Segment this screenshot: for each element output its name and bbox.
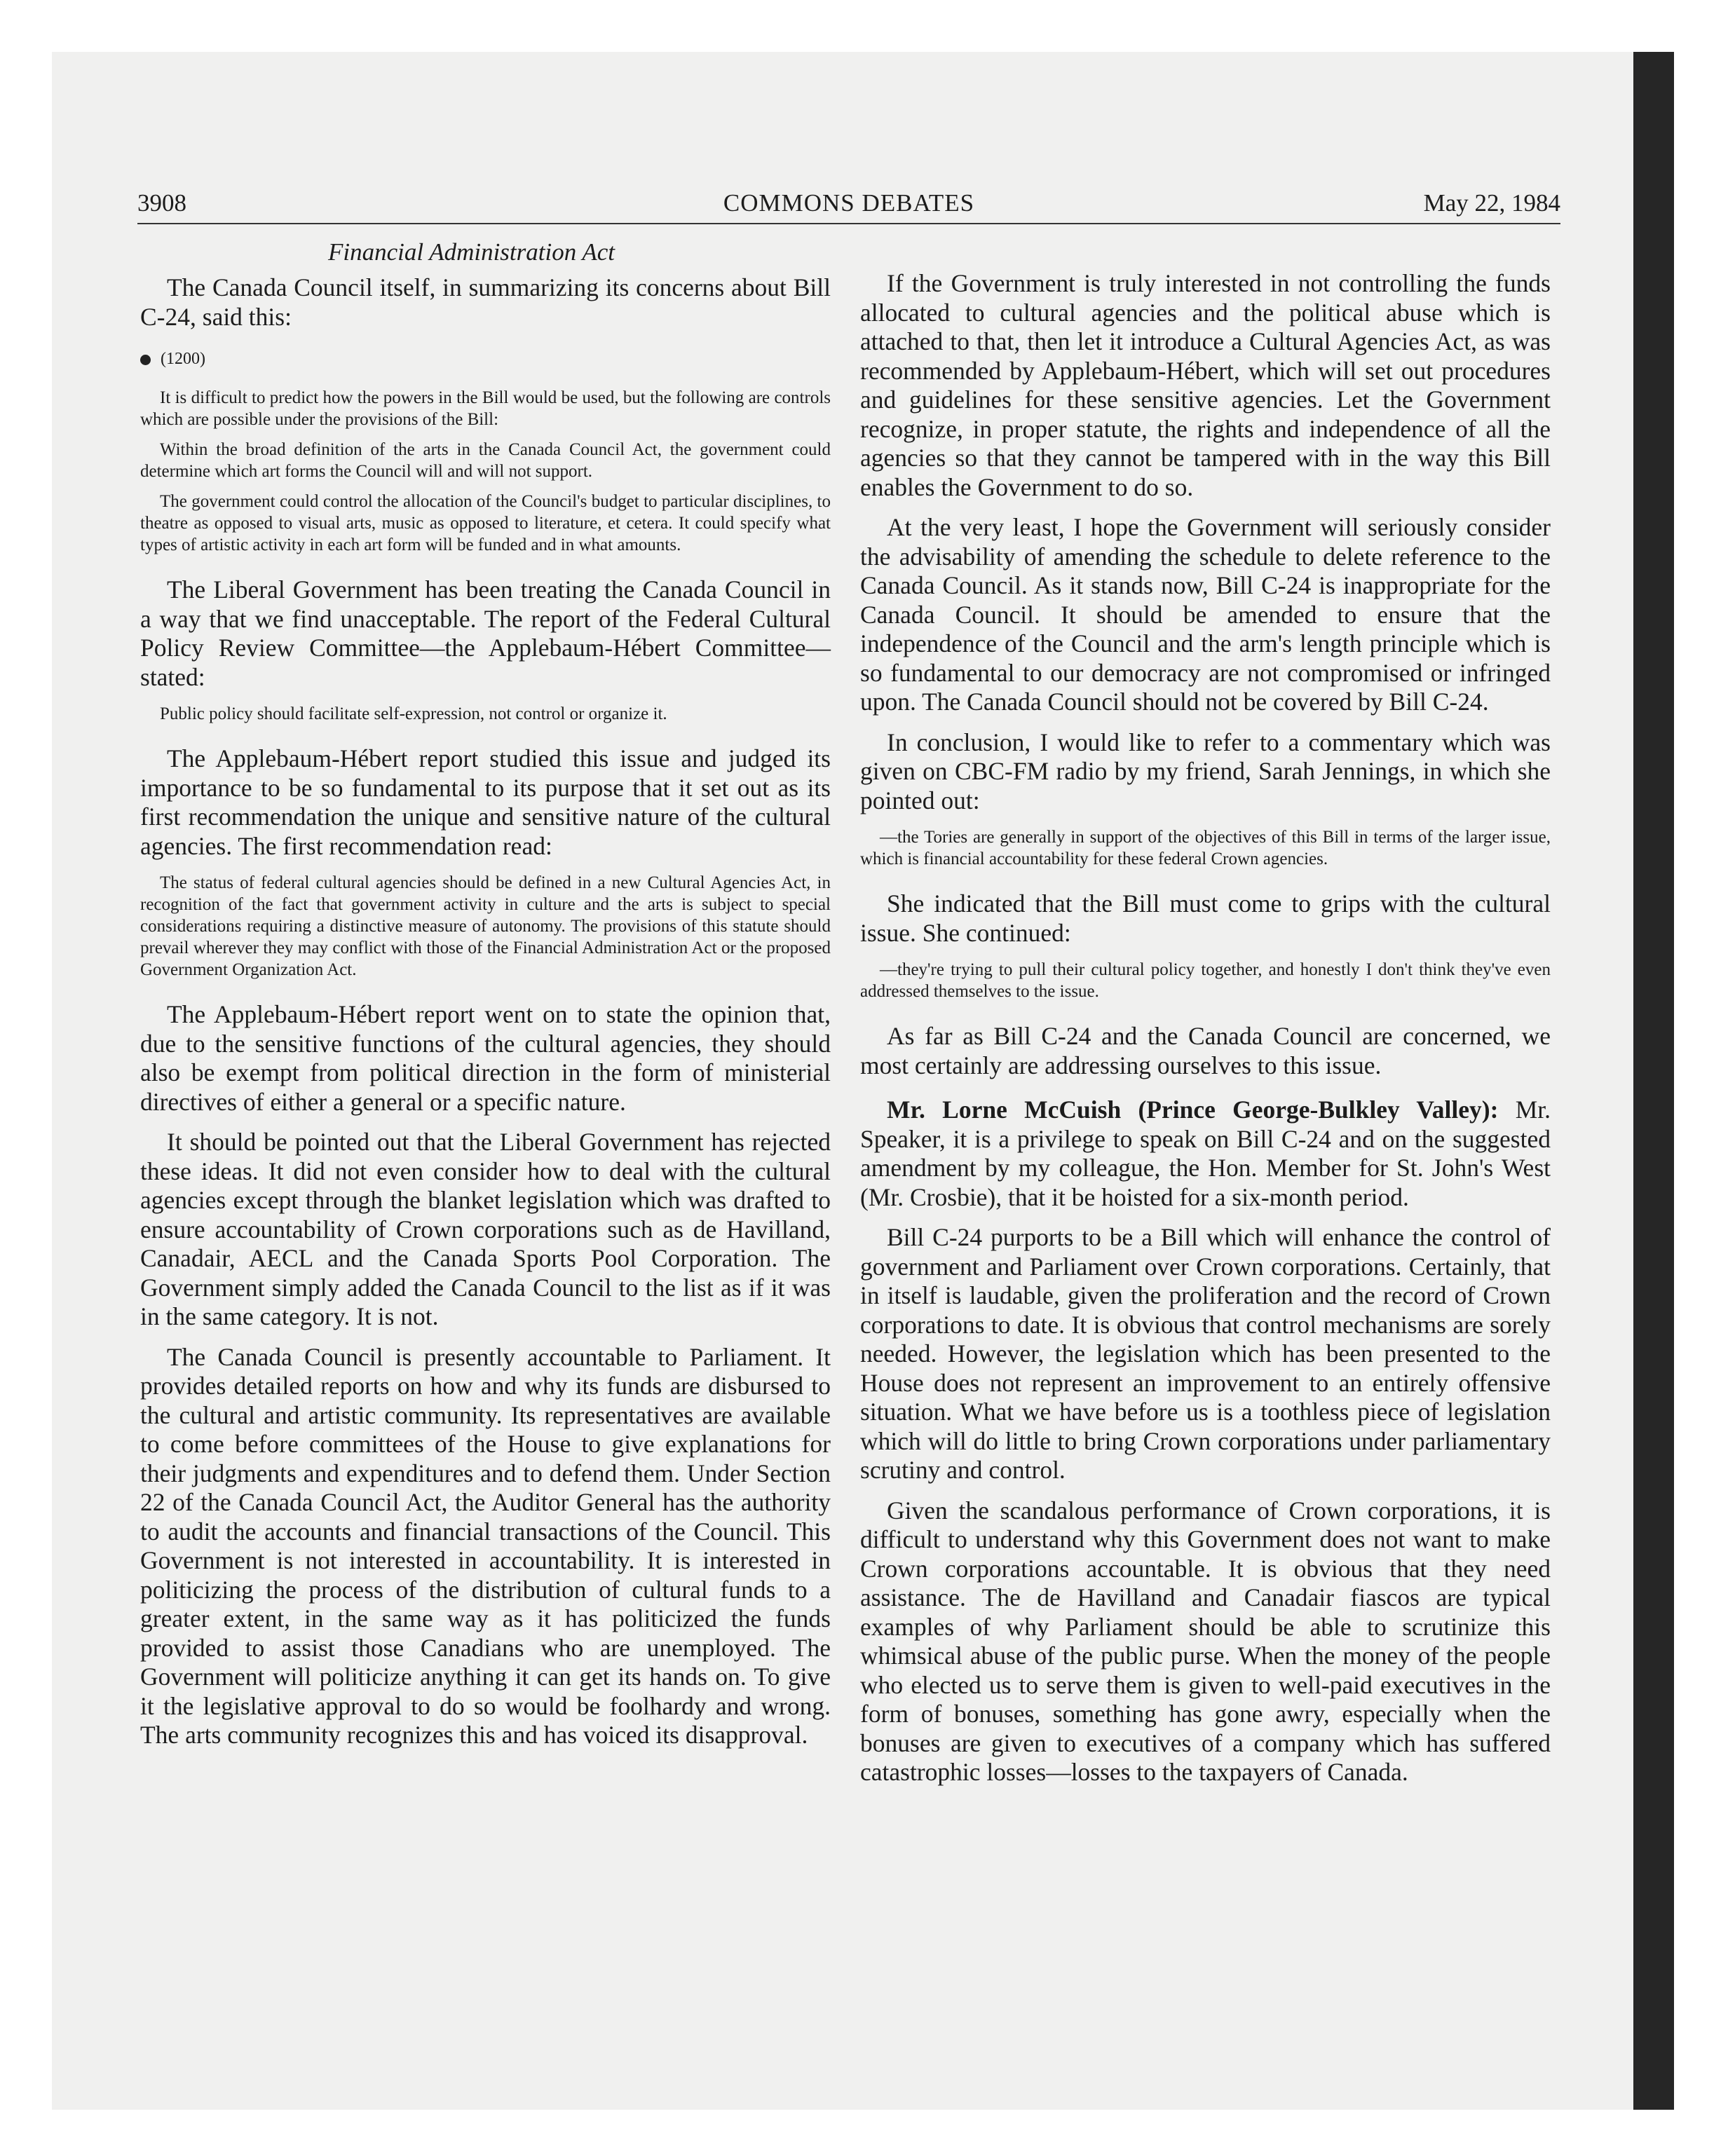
speaker-text: Mr. Speaker, it is a privilege to speak on Bill C-24 and on the suggested amendment by my colleague, the Hon. Member for St. John's West (Mr. Crosbie), that it be hoisted for a six-month period. xyxy=(860,1096,1551,1211)
block-quote: It is difficult to predict how the powers in the Bill would be used, but the following are controls which are possible under the provisions of the Bill: xyxy=(140,388,831,429)
block-quote: —they're trying to pull their cultural policy together, and honestly I don't think they've even addressed themselves to the issue. xyxy=(860,960,1551,1001)
paragraph: If the Government is truly interested in not controlling the funds allocated to cultural agencies and the political abuse which is attached to that, then let it introduce a Cultural Agencies Act, as was recommended by Applebaum-Hébert, which will set out procedures and guidelines for these sensitive agencies. Let the Government recognize, in proper statute, the rights and independence of all the agencies so that they cannot be tampered with in the way this Bill enables the Government to do so. xyxy=(860,269,1551,501)
block-quote: The status of federal cultural agencies should be defined in a new Cultural Agencies Act, in recognition of the fact that government activity in culture and the arts is subject to special considerations requiring a distinctive measure of autonomy. The provisions of this statute should prevail wherever they may conflict with those of the Financial Administration Act or the proposed Government Organization Act. xyxy=(140,873,831,979)
paragraph: It should be pointed out that the Liberal Government has rejected these ideas. It did not even consider how to deal with the cultural agencies except through the blanket legislation which was drafted to ensure accountability of Crown corporations such as de Havilland, Canadair, AECL and the Canada Sports Pool Corporation. The Government simply added the Canada Council to the list as if it was in the same category. It is not. xyxy=(140,1128,831,1330)
bullet-icon xyxy=(140,355,151,365)
page-number: 3908 xyxy=(137,189,186,217)
paragraph: As far as Bill C-24 and the Canada Council are concerned, we most certainly are addressing ourselves to this issue. xyxy=(860,1022,1551,1079)
left-column xyxy=(140,238,831,1761)
paragraph: Given the scandalous performance of Crown corporations, it is difficult to understand why this Government does not want to make Crown corporations accountable. It is obvious that they need assistance. The de Havilland and Canadair fiascos are typical examples of why Parliament should be able to scrutinize this whimsical abuse of the public purse. When the money of the people who elected us to serve them is given to well-paid executives in the form of bonuses, something has gone awry, especially when the bonuses are given to executives of a company which has suffered catastrophic losses—losses to the taxpayers of Canada. xyxy=(860,1496,1551,1786)
time-marker xyxy=(140,350,831,369)
speaker-name: Mr. Lorne McCuish (Prince George-Bulkley Valley): xyxy=(887,1096,1499,1124)
page-date: May 22, 1984 xyxy=(1423,189,1560,217)
speaker-paragraph xyxy=(860,1096,1551,1212)
paragraph: The Canada Council itself, in summarizing its concerns about Bill C-24, said this: xyxy=(140,273,831,331)
page-header xyxy=(137,181,1560,224)
paragraph: In conclusion, I would like to refer to a commentary which was given on CBC-FM radio by my friend, Sarah Jennings, in which she pointed out: xyxy=(860,728,1551,814)
paragraph: The Applebaum-Hébert report went on to state the opinion that, due to the sensitive functions of the cultural agencies, they should also be exempt from political direction in the form of ministerial directives of either a general or a specific nature. xyxy=(140,1000,831,1116)
block-quote: Within the broad definition of the arts in the Canada Council Act, the government could determine which art forms the Council will and will not support. xyxy=(140,440,831,481)
paragraph: The Liberal Government has been treating the Canada Council in a way that we find unacceptable. The report of the Federal Cultural Policy Review Committee—the Applebaum-Hébert Committee—stated: xyxy=(140,575,831,691)
paragraph: Bill C-24 purports to be a Bill which will enhance the control of government and Parliament over Crown corporations. Certainly, that in itself is laudable, given the proliferation and the record of Crown corporations to date. It is obvious that control mechanisms are sorely needed. However, the legislation which has been presented to the House does not represent an improvement to an entirely offensive situation. What we have before us is a toothless piece of legislation which will do little to bring Crown corporations under parliamentary scrutiny and control. xyxy=(860,1223,1551,1484)
block-quote: The government could control the allocation of the Council's budget to particular disciplines, to theatre as opposed to visual arts, music as opposed to literature, et cetera. It could specify what types of artistic activity in each art form will be funded and in what amounts. xyxy=(140,492,831,554)
paragraph: At the very least, I hope the Government will seriously consider the advisability of amending the schedule to delete reference to the Canada Council. As it stands now, Bill C-24 is inappropriate for the Canada Council. It should be amended to ensure that the independence of the Council and the arm's length principle which is so fundamental to our democracy are not compromised or infringed upon. The Canada Council should not be covered by Bill C-24. xyxy=(860,513,1551,716)
paragraph: She indicated that the Bill must come to grips with the cultural issue. She continued: xyxy=(860,889,1551,947)
block-quote: —the Tories are generally in support of the objectives of this Bill in terms of the larger issue, which is financial accountability for these federal Crown agencies. xyxy=(860,828,1551,868)
right-column xyxy=(860,269,1551,1799)
publication-title: COMMONS DEBATES xyxy=(723,189,975,217)
scan-edge xyxy=(1633,52,1674,2110)
paragraph: The Canada Council is presently accountable to Parliament. It provides detailed reports on how and why its funds are disbursed to the cultural and artistic community. Its representatives are available to come before committees of the House to give explanations for their judgments and expenditures and to defend them. Under Section 22 of the Canada Council Act, the Auditor General has the authority to audit the accounts and financial transactions of the Council. This Government is not interested in accountability. It is interested in politicizing the process of the distribution of cultural funds to a greater extent, in the same way as it has politicized the funds provided to assist those Canadians who are unemployed. The Government will politicize anything it can get its hands on. To give it the legislative approval to do so would be foolhardy and wrong. The arts community recognizes this and has voiced its disapproval. xyxy=(140,1342,831,1749)
time-marker-label: (1200) xyxy=(161,350,205,368)
block-quote: Public policy should facilitate self-expression, not control or organize it. xyxy=(160,704,667,723)
section-title: Financial Administration Act xyxy=(328,238,615,266)
paragraph: The Applebaum-Hébert report studied this issue and judged its importance to be so fundamental to its purpose that it set out as its first recommendation the unique and sensitive nature of the cultural agencies. The first recommendation read: xyxy=(140,744,831,860)
